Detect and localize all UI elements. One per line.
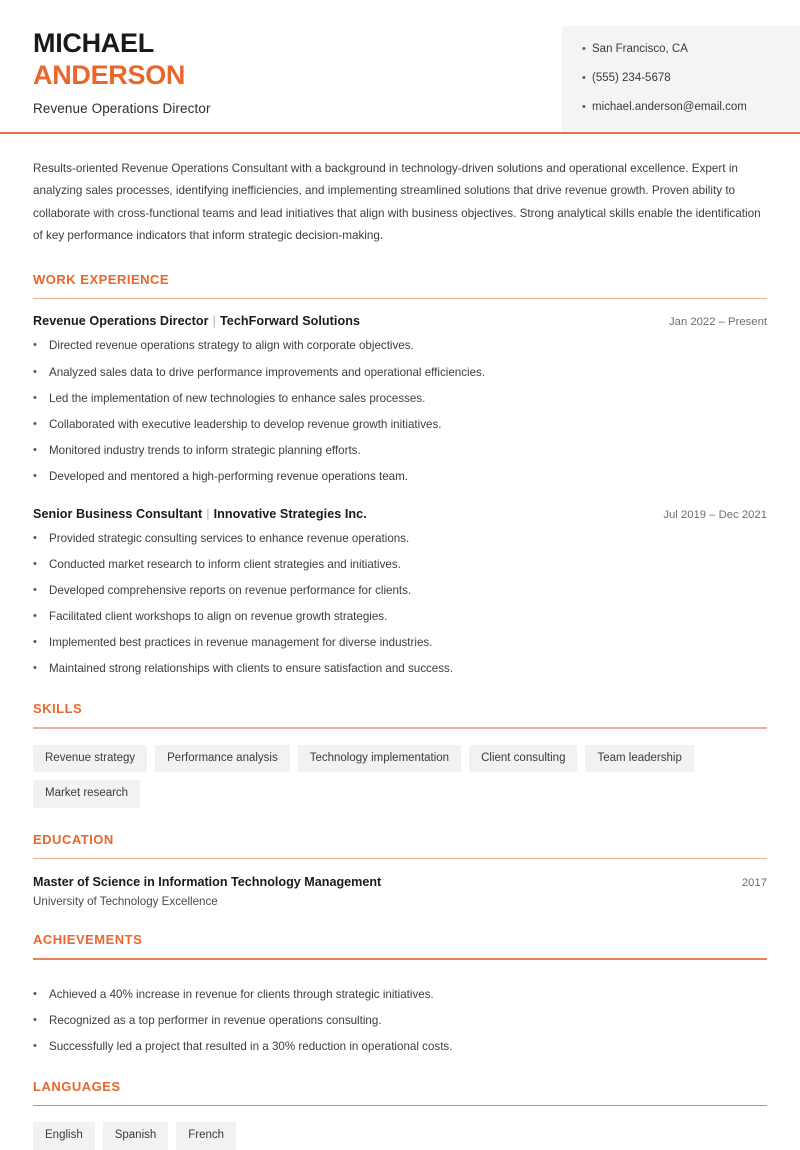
section-title-work-experience: WORK EXPERIENCE <box>33 271 170 287</box>
list-item <box>33 365 767 381</box>
section-skills <box>33 677 767 808</box>
list-item <box>33 661 767 677</box>
list-item <box>33 469 767 485</box>
list-item <box>33 338 767 354</box>
professional-summary: Results-oriented Revenue Operations Consultant with a background in technology-driven solutions and operational excellence. Expert in analyzing sales processes, identifying inefficiencies, and implementing streamlined solutions that drive revenue growth. Proven ability to collaborate with cross-functional teams and lead initiatives that align with business objectives. Strong analytical skills enable the identification of key performance indicators that inform strategic decision-making. <box>33 162 761 243</box>
skill-tag: Revenue strategy <box>33 745 147 773</box>
section-achievements <box>33 908 767 1054</box>
identity-block <box>0 26 211 116</box>
bullet-icon: • <box>33 470 37 483</box>
separator-pipe: | <box>212 314 216 329</box>
header-divider <box>0 132 800 134</box>
experience-company: Innovative Strategies Inc. <box>213 506 367 521</box>
resume-header <box>0 0 800 134</box>
contact-phone[interactable] <box>582 71 800 86</box>
experience-heading <box>33 314 360 328</box>
separator-pipe: | <box>206 506 210 521</box>
section-work-experience <box>33 248 767 677</box>
skills-tag-list <box>33 729 767 808</box>
bullet-text: Achieved a 40% increase in revenue for clients through strategic initiatives. <box>49 987 434 1001</box>
language-tag: Spanish <box>103 1122 169 1150</box>
bullet-text: Maintained strong relationships with clients to ensure satisfaction and success. <box>49 662 454 676</box>
list-item <box>33 1039 767 1055</box>
experience-dates: Jan 2022 – Present <box>669 316 767 329</box>
bullet-text: Implemented best practices in revenue management for diverse industries. <box>49 636 433 650</box>
contact-email[interactable] <box>582 100 800 115</box>
experience-item <box>33 299 767 484</box>
section-title-education: EDUCATION <box>33 831 114 847</box>
bullet-text: Led the implementation of new technologies to enhance sales processes. <box>49 391 426 405</box>
experience-bullet-list <box>33 338 767 484</box>
bullet-icon: • <box>33 662 37 675</box>
achievements-list <box>33 970 767 1055</box>
languages-tag-list <box>33 1106 767 1150</box>
language-tag: English <box>33 1122 95 1150</box>
bullet-text: Recognized as a top performer in revenue operations consulting. <box>49 1013 382 1027</box>
list-item <box>33 987 767 1003</box>
section-languages <box>33 1055 767 1150</box>
education-school: University of Technology Excellence <box>33 895 218 909</box>
skill-tag: Technology implementation <box>298 745 461 773</box>
bullet-text: Developed comprehensive reports on revenue performance for clients. <box>49 584 412 597</box>
experience-dates: Jul 2019 – Dec 2021 <box>663 508 767 521</box>
skill-tag: Performance analysis <box>155 745 290 773</box>
section-education <box>33 808 767 909</box>
headline-job-title: Revenue Operations Director <box>33 100 211 116</box>
bullet-icon: • <box>33 417 37 430</box>
language-tag: French <box>176 1122 236 1150</box>
experience-heading <box>33 507 367 521</box>
contact-location <box>582 42 800 57</box>
list-item <box>33 391 767 407</box>
bullet-icon: • <box>33 365 37 378</box>
list-item <box>33 531 767 547</box>
skill-tag: Team leadership <box>585 745 693 773</box>
section-title-languages: LANGUAGES <box>33 1078 121 1094</box>
bullet-icon: • <box>33 531 37 544</box>
bullet-text: Analyzed sales data to drive performance improvements and operational efficiencies. <box>49 365 486 379</box>
experience-role: Senior Business Consultant <box>33 506 203 521</box>
bullet-icon: • <box>33 391 37 404</box>
list-item <box>33 1013 767 1029</box>
experience-company: TechForward Solutions <box>219 314 361 329</box>
list-item <box>33 417 767 433</box>
bullet-text: Facilitated client workshops to align on revenue growth strategies. <box>49 610 388 624</box>
first-name: MICHAEL <box>33 28 154 58</box>
list-item <box>33 635 767 651</box>
bullet-icon: • <box>582 100 586 113</box>
list-item <box>33 583 767 599</box>
bullet-text: Successfully led a project that resulted in a 30% reduction in operational costs. <box>49 1040 453 1054</box>
experience-item <box>33 485 767 677</box>
contact-info-box <box>562 26 800 131</box>
bullet-text: Conducted market research to inform client strategies and initiatives. <box>49 557 401 571</box>
skill-tag: Client consulting <box>469 745 577 773</box>
education-year: 2017 <box>741 877 767 890</box>
skill-tag: Market research <box>33 780 140 808</box>
bullet-text: Monitored industry trends to inform strategic planning efforts. <box>49 443 361 457</box>
bullet-icon: • <box>33 636 37 649</box>
contact-phone-text: (555) 234-5678 <box>592 71 671 84</box>
last-name: ANDERSON <box>33 59 186 90</box>
bullet-icon: • <box>33 584 37 596</box>
bullet-icon: • <box>33 1040 37 1053</box>
bullet-icon: • <box>33 443 37 456</box>
bullet-icon: • <box>33 1013 37 1026</box>
list-item <box>33 443 767 459</box>
bullet-icon: • <box>582 43 586 55</box>
section-divider <box>33 958 767 960</box>
section-title-achievements: ACHIEVEMENTS <box>33 932 143 948</box>
section-title-skills: SKILLS <box>33 701 83 717</box>
bullet-icon: • <box>33 987 37 1000</box>
bullet-text: Developed and mentored a high-performing revenue operations team. <box>49 470 408 484</box>
list-item <box>33 557 767 573</box>
bullet-text: Directed revenue operations strategy to align with corporate objectives. <box>49 339 414 353</box>
bullet-icon: • <box>33 339 37 352</box>
experience-role: Revenue Operations Director <box>33 314 209 329</box>
bullet-icon: • <box>582 71 586 84</box>
bullet-text: Collaborated with executive leadership to develop revenue growth initiatives. <box>49 417 442 431</box>
list-item <box>33 609 767 625</box>
contact-email-text: michael.anderson@email.com <box>592 100 747 113</box>
bullet-icon: • <box>33 610 37 623</box>
bullet-icon: • <box>33 557 37 570</box>
bullet-text: Provided strategic consulting services to enhance revenue operations. <box>49 531 410 545</box>
experience-bullet-list <box>33 531 767 677</box>
education-item <box>33 859 767 908</box>
contact-location-text: San Francisco, CA <box>592 43 688 55</box>
education-degree: Master of Science in Information Technology Management <box>33 875 382 890</box>
